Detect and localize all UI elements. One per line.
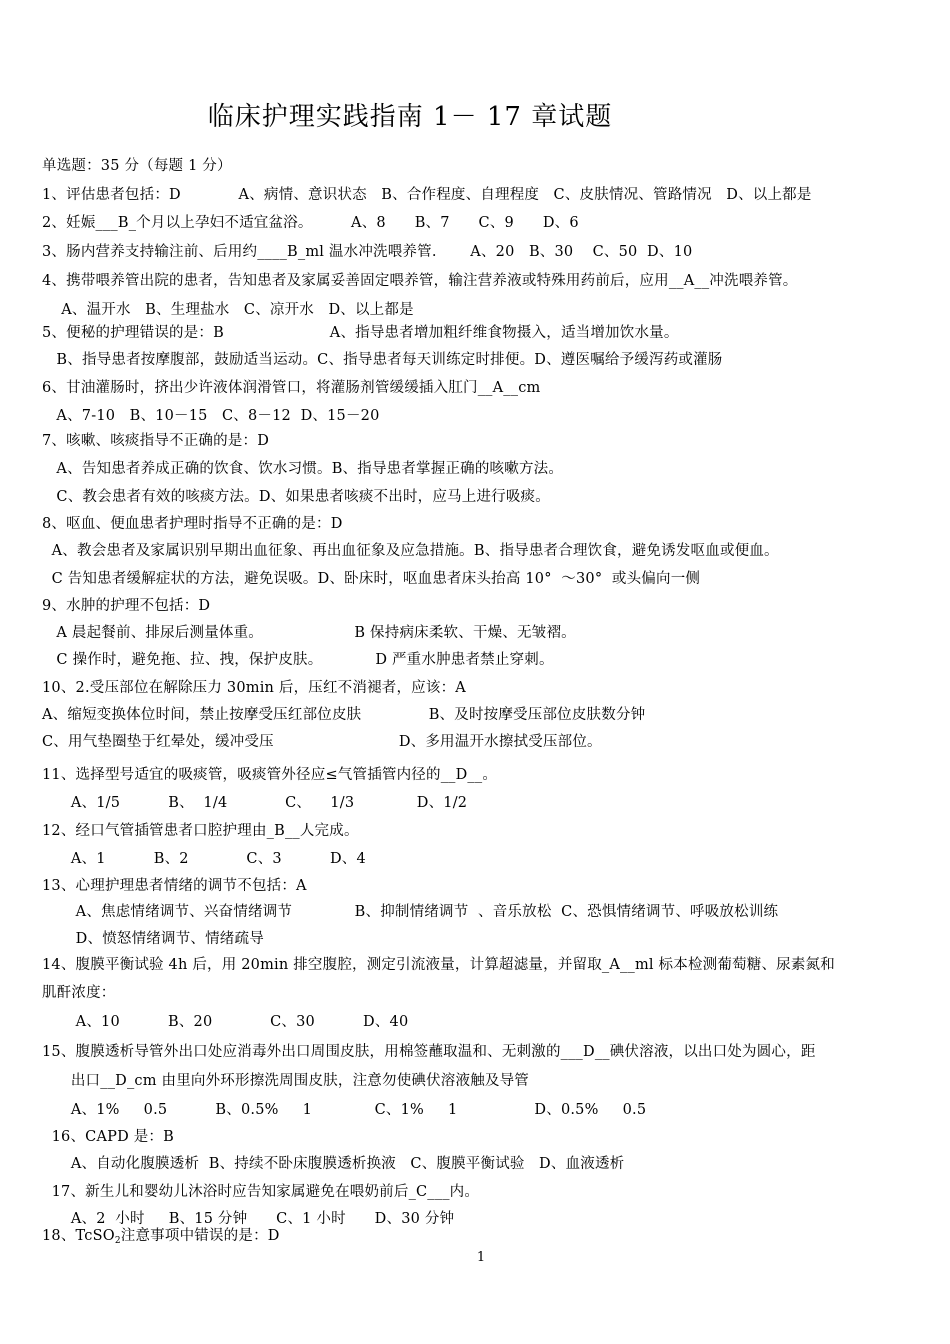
page-number: 1 <box>476 1250 486 1265</box>
question-line: 4、携带喂养管出院的患者，告知患者及家属妥善固定喂养管，输注营养液或特殊用药前后，应用__A__冲洗喂养管。 <box>42 273 798 289</box>
question-line: A、7-10 B、10－15 C、8－12 D、15－20 <box>42 408 380 424</box>
question-line: A、温开水 B、生理盐水 C、凉开水 D、以上都是 <box>42 302 414 318</box>
document-title: 临床护理实践指南 1－ 17 章试题 <box>207 102 613 132</box>
question-line: C、教会患者有效的咳痰方法。D、如果患者咳痰不出时，应马上进行吸痰。 <box>42 489 550 505</box>
question-line: 6、甘油灌肠时，挤出少许液体润滑管口，将灌肠剂管缓缓插入肛门__A__cm <box>42 380 541 396</box>
question-line: A、1% 0.5 B、0.5% 1 C、1% 1 D、0.5% 0.5 <box>42 1102 647 1118</box>
question-18 <box>42 1226 280 1251</box>
question-line: 8、呕血、便血患者护理时指导不正确的是：D <box>42 516 343 532</box>
q18-suffix: 注意事项中错误的是：D <box>120 1228 280 1244</box>
question-line: D、愤怒情绪调节、情绪疏导 <box>42 931 264 947</box>
question-line: A、焦虑情绪调节、兴奋情绪调节 B、抑制情绪调节 、音乐放松 C、恐惧情绪调节、呼吸放松训练 <box>42 904 779 920</box>
question-line: C 操作时，避免拖、拉、拽，保护皮肤。 D 严重水肿患者禁止穿刺。 <box>42 652 554 668</box>
question-line: C 告知患者缓解症状的方法，避免误吸。D、卧床时，呕血患者床头抬高 10° ～30° 或头偏向一侧 <box>42 571 701 587</box>
question-line: A、1 B、2 C、3 D、4 <box>42 851 366 867</box>
question-line: 肌酐浓度： <box>42 985 116 1001</box>
question-line: 11、选择型号适宜的吸痰管，吸痰管外径应≤气管插管内径的__D__。 <box>42 767 498 783</box>
question-line: A、自动化腹膜透析 B、持续不卧床腹膜透析换液 C、腹膜平衡试验 D、血液透析 <box>42 1156 625 1172</box>
question-line: 1、评估患者包括：D A、病情、意识状态 B、合作程度、自理程度 C、皮肤情况、管路情况 D、以上都是 <box>42 187 812 203</box>
question-line: 10、2.受压部位在解除压力 30min 后，压红不消褪者，应该：A <box>42 680 466 696</box>
question-line: 15、腹膜透析导管外出口处应消毒外出口周围皮肤，用棉签蘸取温和、无刺激的___D__碘伏溶液，以出口处为圆心，距 <box>42 1044 816 1060</box>
question-line: A、缩短变换体位时间，禁止按摩受压红部位皮肤 B、及时按摩受压部位皮肤数分钟 <box>42 707 646 723</box>
question-line: 出口__D_cm 由里向外环形擦洗周围皮肤，注意勿使碘伏溶液触及导管 <box>42 1073 530 1089</box>
question-line: 7、咳嗽、咳痰指导不正确的是：D <box>42 433 270 449</box>
question-line: 14、腹膜平衡试验 4h 后，用 20min 排空腹腔，测定引流液量，计算超滤量，并留取_A__ml 标本检测葡萄糖、尿素氮和 <box>42 957 835 973</box>
question-line: A、1/5 B、 1/4 C、 1/3 D、1/2 <box>42 795 468 811</box>
question-line: 单选题：35 分（每题 1 分） <box>42 158 232 174</box>
question-line: A 晨起餐前、排尿后测量体重。 B 保持病床柔软、干燥、无皱褶。 <box>42 625 576 641</box>
question-line: A、2 小时 B、15 分钟 C、1 小时 D、30 分钟 <box>42 1211 455 1227</box>
question-line: A、10 B、20 C、30 D、40 <box>42 1014 409 1030</box>
question-line: 3、肠内营养支持输注前、后用约____B_ml 温水冲洗喂养管. A、20 B、30 C、50 D、10 <box>42 244 693 260</box>
question-line: 9、水肿的护理不包括：D <box>42 598 211 614</box>
question-line: 16、CAPD 是：B <box>42 1129 174 1145</box>
question-line: 2、妊娠___B_个月以上孕妇不适宜盆浴。 A、8 B、7 C、9 D、6 <box>42 215 579 231</box>
q18-prefix: 18、TcSO <box>42 1228 115 1244</box>
question-line: B、指导患者按摩腹部，鼓励适当运动。C、指导患者每天训练定时排便。D、遵医嘱给予缓泻药或灌肠 <box>42 352 723 368</box>
question-line: 12、经口气管插管患者口腔护理由_B__人完成。 <box>42 823 359 839</box>
q18-subscript: 2 <box>114 1236 121 1246</box>
question-line: 13、心理护理患者情绪的调节不包括：A <box>42 878 307 894</box>
question-line: C、用气垫圈垫于红晕处，缓冲受压 D、多用温开水擦拭受压部位。 <box>42 734 602 750</box>
question-line: A、告知患者养成正确的饮食、饮水习惯。B、指导患者掌握正确的咳嗽方法。 <box>42 461 564 477</box>
question-line: 5、便秘的护理错误的是：B A、指导患者增加粗纤维食物摄入，适当增加饮水量。 <box>42 325 679 341</box>
question-line: 17、新生儿和婴幼儿沐浴时应告知家属避免在喂奶前后_C___内。 <box>42 1184 480 1200</box>
question-line: A、教会患者及家属识别早期出血征象、再出血征象及应急措施。B、指导患者合理饮食，避免诱发呕血或便血。 <box>42 543 779 559</box>
